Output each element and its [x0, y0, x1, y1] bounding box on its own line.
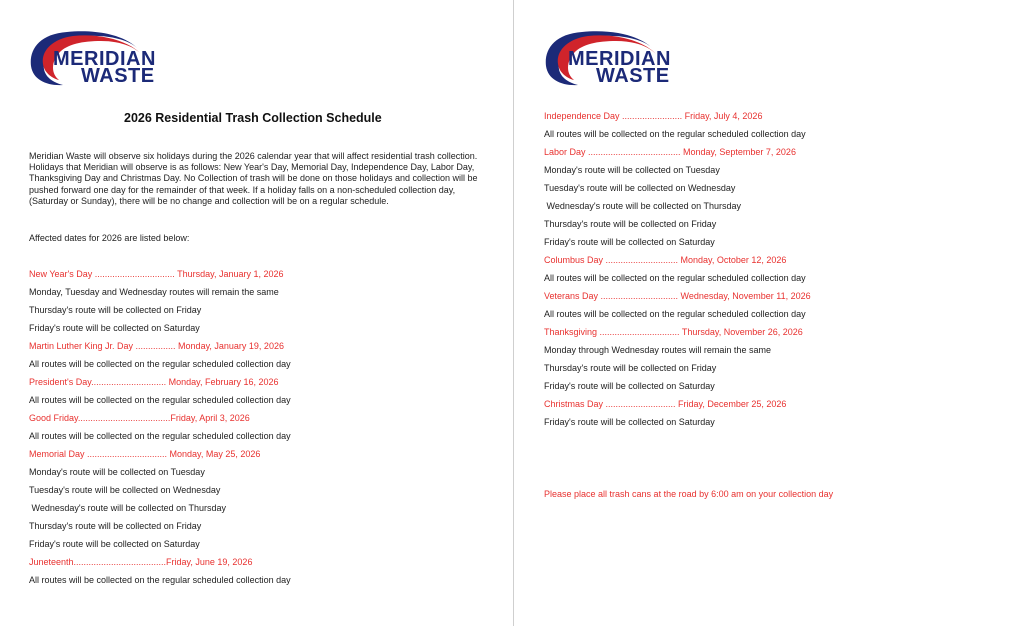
company-logo [29, 28, 179, 92]
schedule-note: All routes will be collected on the regular scheduled collection day [544, 309, 806, 319]
logo-text-meridian: MERIDIAN [53, 48, 156, 70]
holiday-christmas-day: Christmas Day ............................ Friday, December 25, 2026 [544, 399, 787, 409]
schedule-note: Thursday's route will be collected on Friday [29, 521, 202, 531]
schedule-note: Monday through Wednesday routes will remain the same [544, 345, 771, 355]
schedule-note: Friday's route will be collected on Saturday [544, 237, 715, 247]
holiday-memorial-day: Memorial Day ................................ Monday, May 25, 2026 [29, 449, 261, 459]
page-right [515, 0, 1024, 626]
schedule-note: Thursday's route will be collected on Friday [544, 219, 717, 229]
schedule-note: All routes will be collected on the regular scheduled collection day [29, 575, 291, 585]
holiday-good-friday: Good Friday.....................................Friday, April 3, 2026 [29, 413, 250, 423]
schedule-note: Monday's route will be collected on Tuesday [544, 165, 720, 175]
holiday-juneteenth: Juneteenth.....................................Friday, June 19, 2026 [29, 557, 253, 567]
schedule-note: Monday, Tuesday and Wednesday routes will remain the same [29, 287, 279, 297]
schedule-note: All routes will be collected on the regular scheduled collection day [29, 395, 291, 405]
schedule-note: Wednesday's route will be collected on Thursday [544, 201, 741, 211]
company-logo [544, 28, 694, 92]
schedule-note: Friday's route will be collected on Saturday [29, 323, 200, 333]
schedule-note: Thursday's route will be collected on Friday [29, 305, 202, 315]
schedule-note: All routes will be collected on the regular scheduled collection day [29, 431, 291, 441]
holiday-labor-day: Labor Day ..................................... Monday, September 7, 2026 [544, 147, 796, 157]
schedule-note: All routes will be collected on the regular scheduled collection day [544, 273, 806, 283]
holiday-presidents-day: President's Day.............................. Monday, February 16, 2026 [29, 377, 279, 387]
schedule-note: Tuesday's route will be collected on Wednesday [29, 485, 221, 495]
holiday-veterans-day: Veterans Day ............................... Wednesday, November 11, 2026 [544, 291, 811, 301]
affected-dates-label: Affected dates for 2026 are listed below: [29, 233, 190, 243]
page-title: 2026 Residential Trash Collection Schedule [124, 111, 382, 125]
logo-text-waste: WASTE [81, 65, 155, 87]
holiday-new-years-day: New Year's Day ................................ Thursday, January 1, 2026 [29, 269, 284, 279]
logo-text-waste: WASTE [596, 65, 670, 87]
schedule-note: All routes will be collected on the regular scheduled collection day [29, 359, 291, 369]
schedule-note: All routes will be collected on the regular scheduled collection day [544, 129, 806, 139]
schedule-note: Friday's route will be collected on Saturday [544, 417, 715, 427]
schedule-note: Monday's route will be collected on Tuesday [29, 467, 205, 477]
schedule-note: Wednesday's route will be collected on Thursday [29, 503, 226, 513]
schedule-note: Friday's route will be collected on Saturday [29, 539, 200, 549]
logo-text-meridian: MERIDIAN [568, 48, 671, 70]
schedule-note: Friday's route will be collected on Saturday [544, 381, 715, 391]
page-divider [513, 0, 514, 626]
holiday-columbus-day: Columbus Day ............................. Monday, October 12, 2026 [544, 255, 787, 265]
holiday-thanksgiving: Thanksgiving ................................ Thursday, November 26, 2026 [544, 327, 803, 337]
collection-reminder: Please place all trash cans at the road by 6:00 am on your collection day [544, 489, 834, 499]
schedule-note: Thursday's route will be collected on Friday [544, 363, 717, 373]
schedule-note: Tuesday's route will be collected on Wednesday [544, 183, 736, 193]
intro-paragraph: Meridian Waste will observe six holidays during the 2026 calendar year that will affect residential trash collection. Holidays that Meridian will observe is as follows: New Year's Day, Memorial Day, Independence Day, Labor Day, Thanksgiving Day and Christmas Day. No Collection of trash will be done on those holidays and collection will be pushed forward one day for the remainder of that week. If a holiday falls on a non-scheduled collection day, (Saturday or Sunday), there will be no change and collection will be on a regular schedule. [29, 151, 478, 206]
holiday-independence-day: Independence Day ........................ Friday, July 4, 2026 [544, 111, 763, 121]
holiday-mlk-day: Martin Luther King Jr. Day ................ Monday, January 19, 2026 [29, 341, 284, 351]
